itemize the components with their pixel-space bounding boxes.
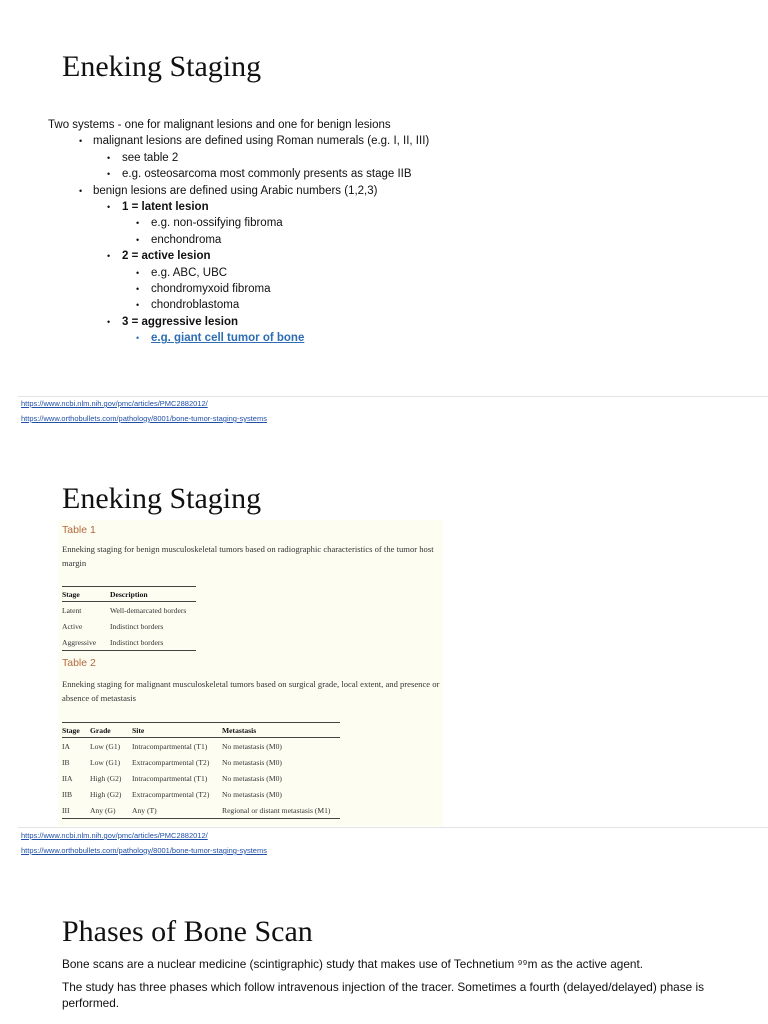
bullet-dot-icon: • [107, 202, 111, 213]
table1-description: Enneking staging for benign musculoskeletal tumors based on radiographic characteristics of the tumor host margin [62, 544, 434, 568]
table-cell: Indistinct borders [110, 634, 196, 651]
bullet-text: 3 = aggressive lesion [122, 315, 239, 328]
bullet-item [48, 314, 568, 330]
bullet-item [48, 117, 568, 133]
staging-tables-image [58, 520, 443, 826]
bullet-item[interactable] [48, 330, 568, 346]
table2-caption: Table 2 [62, 657, 96, 669]
divider [18, 396, 768, 397]
bullet-dot-icon: • [136, 284, 140, 295]
table-cell: IIA [62, 773, 73, 783]
bullet-item [48, 281, 568, 297]
bullet-dot-icon: • [136, 333, 140, 344]
table-cell: Any (T) [132, 802, 222, 819]
table-cell: Intracompartmental (T1) [132, 741, 208, 751]
bullet-item [48, 265, 568, 281]
bullet-text: 2 = active lesion [122, 250, 211, 263]
bullet-dot-icon: • [79, 136, 83, 147]
table1-header: Stage [62, 587, 110, 602]
table-cell: Indistinct borders [110, 621, 164, 631]
slide1-title: Eneking Staging [62, 50, 262, 83]
table-cell: IB [62, 757, 70, 767]
slide1-bullet-list [48, 117, 568, 347]
table-cell: III [62, 802, 90, 819]
bullet-text: chondromyxoid fibroma [151, 283, 271, 296]
bullet-item [48, 150, 568, 166]
table1 [62, 586, 196, 651]
table-row [62, 634, 196, 651]
table1-caption: Table 1 [62, 524, 96, 536]
table2-header: Stage [62, 723, 90, 738]
table-row [62, 754, 340, 770]
table-row [62, 738, 340, 755]
table-row [62, 602, 196, 619]
bullet-text: e.g. non-ossifying fibroma [151, 217, 283, 230]
table2 [62, 722, 340, 819]
bullet-link[interactable]: e.g. giant cell tumor of bone [151, 332, 305, 345]
bullet-text: 1 = latent lesion [122, 201, 209, 214]
bullet-item [48, 248, 568, 264]
reference-link-ncbi[interactable]: https://www.ncbi.nlm.nih.gov/pmc/articles/PMC2882012/ [21, 399, 208, 408]
bullet-dot-icon: • [107, 316, 111, 327]
table-cell: Latent [62, 605, 82, 615]
table-cell: No metastasis (M0) [222, 757, 282, 767]
table2-header: Metastasis [222, 723, 340, 738]
table-row [62, 770, 340, 786]
bone-scan-phases: The study has three phases which follow intravenous injection of the tracer. Sometimes a fourth (delayed/delayed) phase is performed. [62, 980, 704, 1010]
table-cell: Aggressive [62, 634, 110, 651]
slide3-title: Phases of Bone Scan [62, 915, 313, 948]
table1-header: Description [110, 587, 196, 602]
bullet-dot-icon: • [107, 152, 111, 163]
bullet-item [48, 232, 568, 248]
table-cell: Low (G1) [90, 757, 121, 767]
table-cell: High (G2) [90, 789, 122, 799]
table-cell: Low (G1) [90, 741, 121, 751]
bullet-text: enchondroma [151, 233, 222, 246]
bullet-text: benign lesions are defined using Arabic numbers (1,2,3) [93, 184, 378, 197]
bullet-dot-icon: • [136, 218, 140, 229]
table-cell: Extracompartmental (T2) [132, 789, 210, 799]
bullet-item [48, 297, 568, 313]
bullet-dot-icon: • [79, 185, 83, 196]
bullet-item [48, 215, 568, 231]
table-row [62, 786, 340, 802]
table-cell: No metastasis (M0) [222, 773, 282, 783]
bullet-text: malignant lesions are defined using Roman numerals (e.g. I, II, III) [93, 135, 430, 148]
bullet-text: e.g. ABC, UBC [151, 266, 228, 279]
bone-scan-intro: Bone scans are a nuclear medicine (scintigraphic) study that makes use of Technetium ⁹⁹m as the active agent. [62, 957, 644, 971]
slide2-title: Eneking Staging [62, 482, 262, 515]
bullet-item [48, 199, 568, 215]
bullet-dot-icon: • [136, 267, 140, 278]
table-cell: Well-demarcated borders [110, 605, 187, 615]
bullet-dot-icon: • [136, 234, 140, 245]
table-cell: Extracompartmental (T2) [132, 757, 210, 767]
bullet-text: see table 2 [122, 151, 179, 164]
bullet-text: Two systems - one for malignant lesions and one for benign lesions [48, 119, 391, 131]
bullet-item [48, 183, 568, 199]
reference-link-orthobullets[interactable]: https://www.orthobullets.com/pathology/8001/bone-tumor-staging-systems [21, 846, 267, 855]
table-cell: Intracompartmental (T1) [132, 773, 208, 783]
table-cell: Regional or distant metastasis (M1) [222, 802, 340, 819]
table-cell: IA [62, 741, 71, 751]
table2-header: Grade [90, 723, 132, 738]
reference-link-orthobullets[interactable]: https://www.orthobullets.com/pathology/8001/bone-tumor-staging-systems [21, 414, 267, 423]
table-cell: Any (G) [90, 802, 132, 819]
bullet-text: e.g. osteosarcoma most commonly presents as stage IIB [122, 168, 412, 181]
table2-description: Enneking staging for malignant musculoskeletal tumors based on surgical grade, local extent, and presence or absence of metastasis [62, 679, 440, 703]
bullet-item [48, 133, 568, 149]
table-row [62, 618, 196, 634]
table-row [62, 802, 340, 819]
divider [18, 827, 768, 828]
table-cell: No metastasis (M0) [222, 741, 282, 751]
bullet-item [48, 166, 568, 182]
table2-header: Site [132, 723, 222, 738]
table-cell: High (G2) [90, 773, 122, 783]
table-cell: No metastasis (M0) [222, 789, 282, 799]
table-cell: IIB [62, 789, 73, 799]
bullet-text: chondroblastoma [151, 299, 240, 312]
table-cell: Active [62, 621, 83, 631]
bullet-dot-icon: • [107, 251, 111, 262]
bullet-dot-icon: • [107, 169, 111, 180]
bullet-dot-icon: • [136, 300, 140, 311]
reference-link-ncbi[interactable]: https://www.ncbi.nlm.nih.gov/pmc/articles/PMC2882012/ [21, 831, 208, 840]
